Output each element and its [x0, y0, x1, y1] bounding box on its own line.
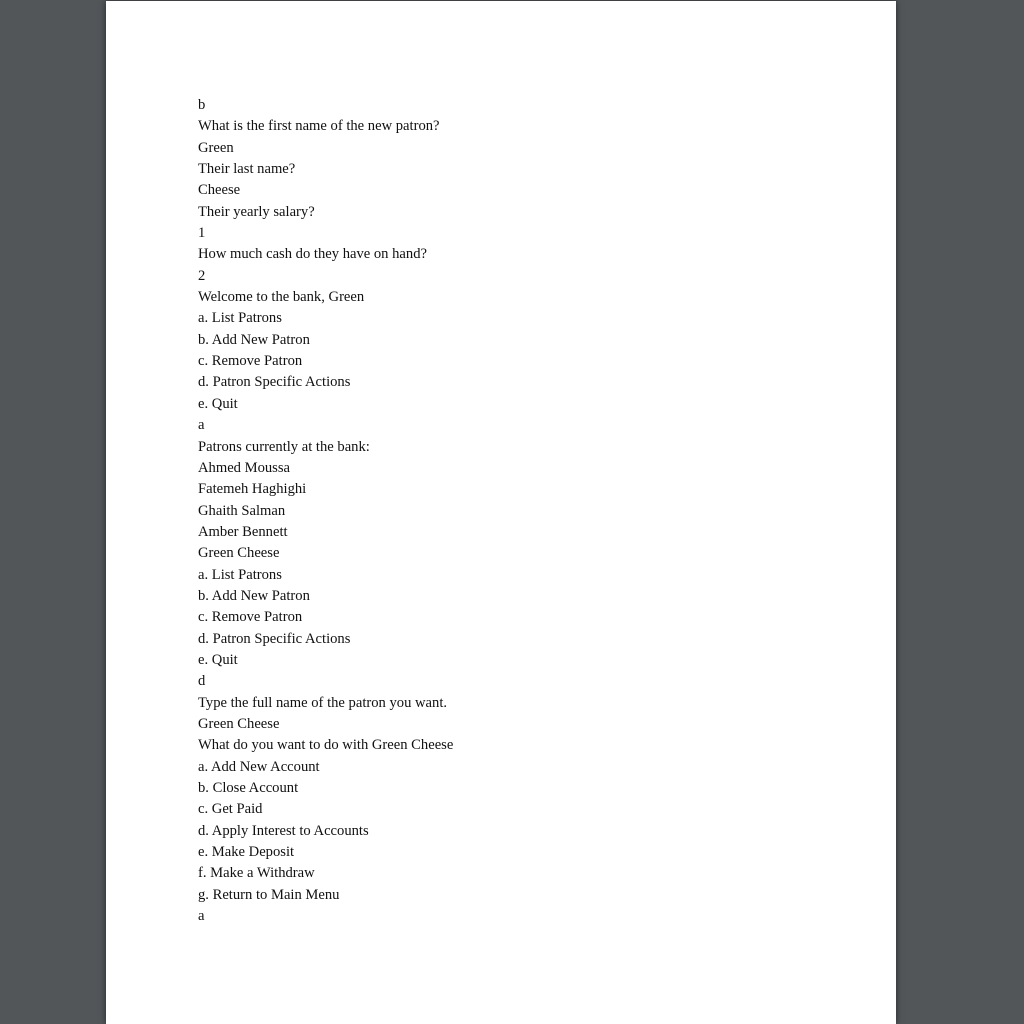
- text-line: Cheese: [198, 182, 241, 199]
- text-line: a. Add New Account: [198, 758, 320, 775]
- text-line: Amber Bennett: [198, 523, 288, 540]
- text-line: What is the first name of the new patron?: [198, 118, 440, 135]
- text-line: b: [198, 97, 206, 113]
- text-line: b. Add New Patron: [198, 587, 310, 604]
- text-line: Ahmed Moussa: [198, 459, 291, 476]
- text-line: Their yearly salary?: [198, 203, 315, 220]
- text-line: Fatemeh Haghighi: [198, 481, 307, 498]
- text-line: e. Quit: [198, 651, 238, 668]
- text-line: What do you want to do with Green Cheese: [198, 737, 454, 754]
- text-line: e. Make Deposit: [198, 844, 295, 861]
- document-page: [106, 1, 896, 1024]
- text-line: d. Patron Specific Actions: [198, 374, 351, 391]
- text-line: a. List Patrons: [198, 566, 282, 583]
- text-line: 1: [198, 225, 206, 242]
- text-line: Green Cheese: [198, 545, 280, 562]
- text-line: a: [198, 908, 205, 925]
- text-line: b. Add New Patron: [198, 331, 310, 348]
- text-line: Their last name?: [198, 161, 296, 178]
- text-line: c. Remove Patron: [198, 609, 303, 626]
- text-line: c. Get Paid: [198, 801, 263, 818]
- text-line: Green: [198, 139, 234, 156]
- page-content: [198, 95, 878, 927]
- text-line: d. Apply Interest to Accounts: [198, 822, 369, 839]
- text-line: c. Remove Patron: [198, 353, 303, 370]
- text-line: 2: [198, 267, 206, 284]
- text-line: d. Patron Specific Actions: [198, 630, 351, 647]
- text-line: a: [198, 417, 205, 434]
- text-line: f. Make a Withdraw: [198, 865, 315, 882]
- text-line: g. Return to Main Menu: [198, 886, 340, 903]
- text-line: Patrons currently at the bank:: [198, 438, 370, 455]
- text-line: Welcome to the bank, Green: [198, 289, 365, 306]
- text-line: How much cash do they have on hand?: [198, 246, 427, 263]
- text-line: Ghaith Salman: [198, 502, 286, 519]
- text-line: d: [198, 673, 206, 690]
- text-line: b. Close Account: [198, 780, 299, 796]
- text-line: a. List Patrons: [198, 310, 282, 327]
- text-line: Green Cheese: [198, 715, 280, 732]
- text-line: Type the full name of the patron you want.: [198, 694, 448, 711]
- text-line: e. Quit: [198, 395, 238, 412]
